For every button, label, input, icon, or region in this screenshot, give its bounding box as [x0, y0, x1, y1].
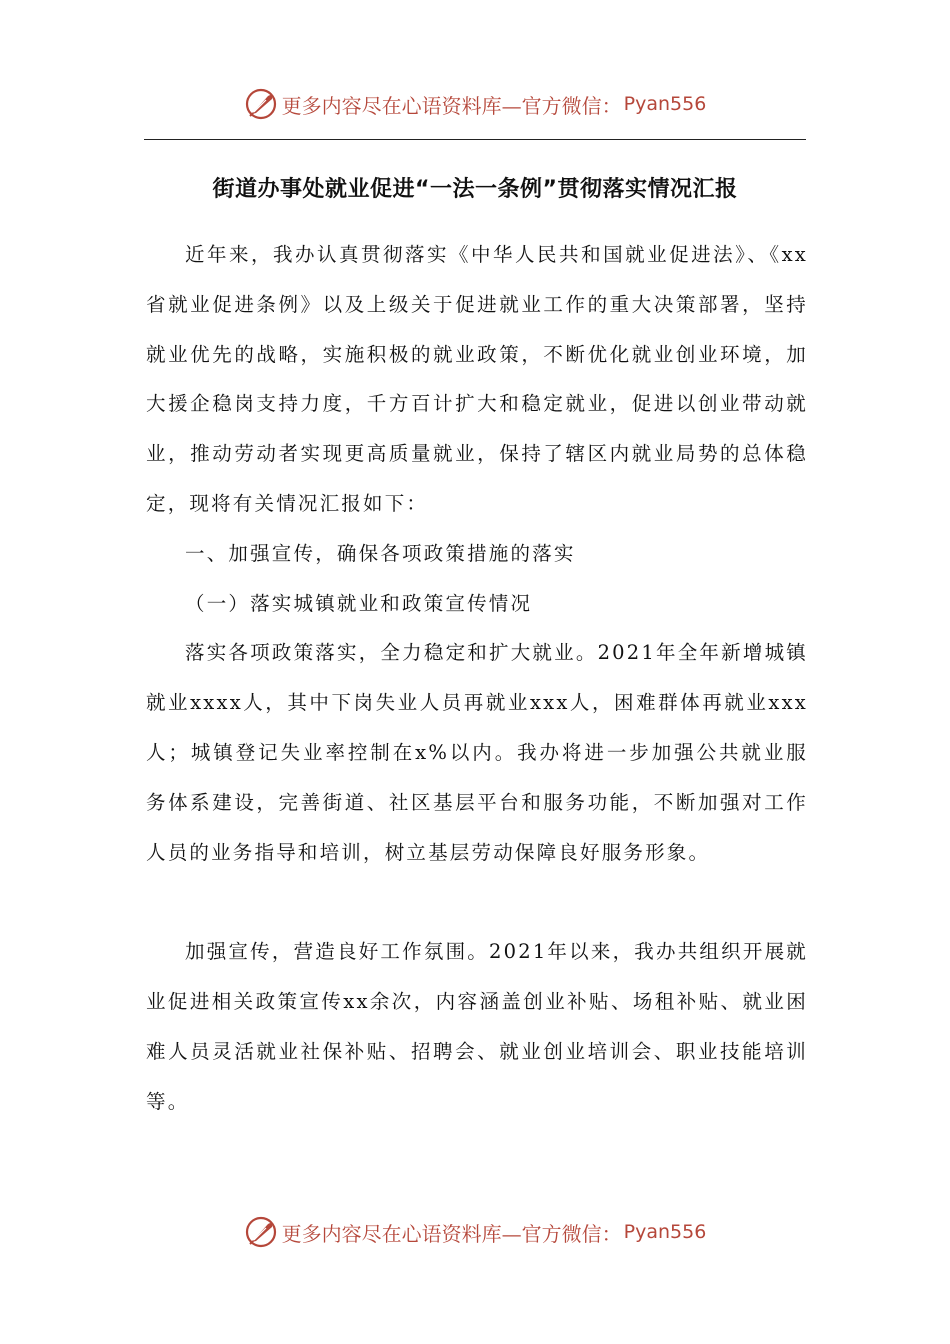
header-divider	[144, 139, 806, 140]
paragraph-intro: 近年来，我办认真贯彻落实《中华人民共和国就业促进法》、《xx省就业促进条例》以及上级关于促进就业工作的重大决策部署，坚持就业优先的战略，实施积极的就业政策，不断优化就业创业环境，加大援企稳岗支持力度，千方百计扩大和稳定就业，促进以创业带动就业，推动劳动者实现更高质量就业，保持了辖区内就业局势的总体稳定，现将有关情况汇报如下：	[146, 243, 808, 515]
footer-banner-text: 更多内容尽在心语资料库—官方微信：	[281, 1221, 622, 1246]
document-title: 街道办事处就业促进“一法一条例”贯彻落实情况汇报	[212, 177, 738, 202]
paragraph-spacer	[146, 877, 808, 927]
subsection-heading-1: （一）落实城镇就业和政策宣传情况	[185, 591, 533, 615]
section-heading-1: 一、加强宣传，确保各项政策措施的落实	[185, 541, 576, 565]
paragraph-employment: 落实各项政策落实，全力稳定和扩大就业。2021年全年新增城镇就业xxxx人，其中下岗失业人员再就业xxx人，困难群体再就业xxx人；城镇登记失业率控制在x%以内。我办将进一步加强公共就业服务体系建设，完善街道、社区基层平台和服务功能，不断加强对工作人员的业务指导和培训，树立基层劳动保障良好服务形象。	[146, 641, 808, 864]
quill-pen-logo-icon	[244, 1215, 278, 1249]
header-banner-text: 更多内容尽在心语资料库—官方微信：	[281, 93, 622, 118]
footer-banner-wechat: Pyan556	[623, 1221, 707, 1243]
footer-banner	[0, 1212, 950, 1252]
paragraph-publicity: 加强宣传，营造良好工作氛围。2021年以来，我办共组织开展就业促进相关政策宣传xx余次，内容涵盖创业补贴、场租补贴、就业困难人员灵活就业社保补贴、招聘会、就业创业培训会、职业技能培训等。	[146, 940, 808, 1113]
document-body	[146, 230, 808, 1126]
header-banner	[0, 84, 950, 124]
quill-pen-logo-icon	[244, 87, 278, 121]
header-banner-wechat: Pyan556	[623, 93, 707, 115]
